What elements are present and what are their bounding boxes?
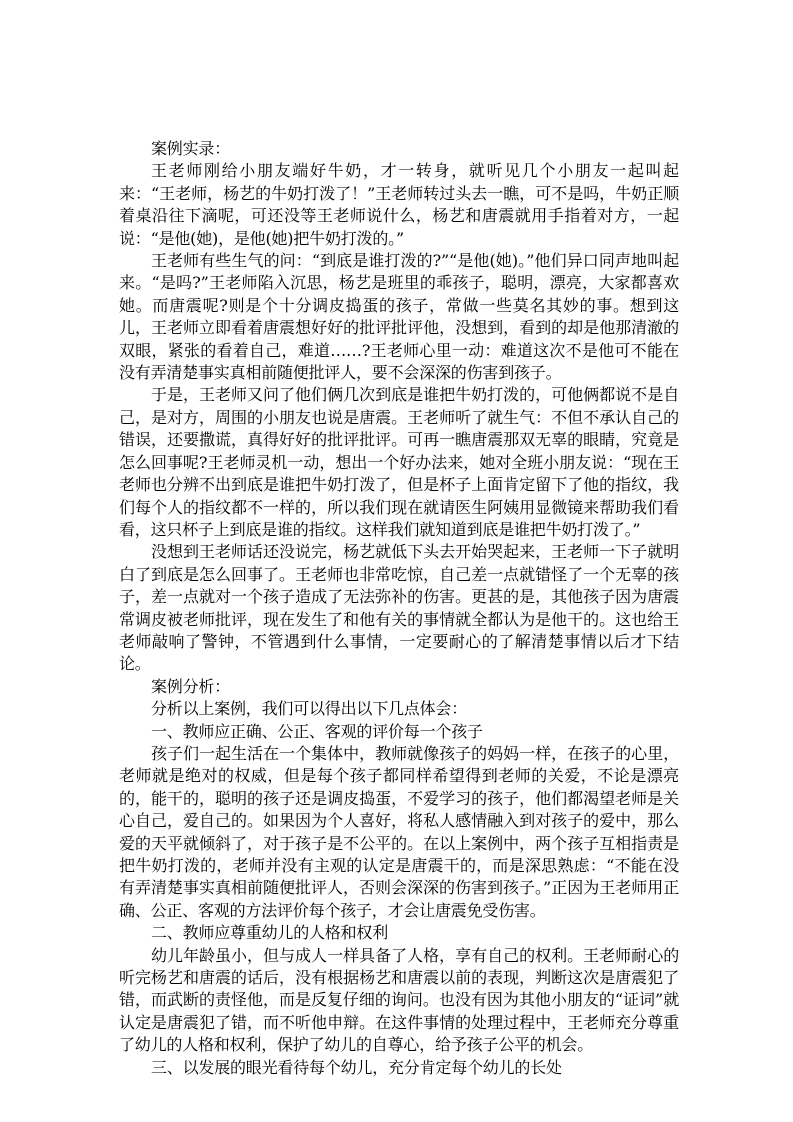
- section-heading-case-record: 案例实录：: [151, 139, 231, 158]
- subheading-point-2: 二、教师应尊重幼儿的人格和权利: [151, 923, 389, 943]
- subheading-point-1: 一、教师应正确、公正、客观的评价每一个孩子: [151, 721, 483, 741]
- paragraph: 幼儿年龄虽小，但与成人一样具备了人格，享有自己的权利。王老师耐心的听完杨艺和唐震的话后，没有根据杨艺和唐震以前的表现，判断这次是唐震犯了错，而武断的责怪他，而是反复仔细的询问。也没有因为其他小朋友的“证词”就认定是唐震犯了错，而不听他申辩。在这件事情的处理过程中，王老师充分尊重了幼儿的人格和权利，保护了幼儿的自尊心，给予孩子公平的机会。: [119, 945, 679, 1055]
- document-body: [119, 138, 679, 1079]
- paragraph: 于是，王老师又问了他们俩几次到底是谁把牛奶打泼的，可他俩都说不是自己，是对方，周围的小朋友也说是唐震。王老师听了就生气：不但不承认自己的错误，还要撒谎，真得好好的批评批评。可再一瞧唐震那双无辜的眼睛，究竟是怎么回事呢?王老师灵机一动，想出一个好办法来，她对全班小朋友说：“现在王老师也分辨不出到底是谁把牛奶打泼了，但是杯子上面肯定留下了他的指纹，我们每个人的指纹都不一样的，所以我们现在就请医生阿姨用显微镜来帮助我们看看，这只杯子上到底是谁的指纹。这样我们就知道到底是谁把牛奶打泼了。”: [119, 385, 679, 539]
- subheading-point-3: 三、以发展的眼光看待每个幼儿，充分肯定每个幼儿的长处: [151, 1057, 562, 1077]
- paragraph: 王老师有些生气的问：“到底是谁打泼的?”“是他(她)。”他们异口同声地叫起来。“是吗?”王老师陷入沉思，杨艺是班里的乖孩子，聪明，漂亮，大家都喜欢她。而唐震呢?则是个十分调皮捣蛋的孩子，常做一些莫名其妙的事。想到这儿，王老师立即看着唐震想好好的批评批评他，没想到，看到的却是他那清澈的双眼，紧张的看着自己，难道……?王老师心里一动：难道这次不是他可不能在没有弄清楚事实真相前随便批评人，要不会深深的伤害到孩子。: [119, 251, 679, 383]
- paragraph: 没想到王老师话还没说完，杨艺就低下头去开始哭起来，王老师一下子就明白了到底是怎么回事了。王老师也非常吃惊，自己差一点就错怪了一个无辜的孩子，差一点就对一个孩子造成了无法弥补的伤害。更甚的是，其他孩子因为唐震常调皮被老师批评，现在发生了和他有关的事情就全都认为是他干的。这也给王老师敲响了警钟，不管遇到什么事情，一定要耐心的了解清楚事情以后才下结论。: [119, 542, 679, 674]
- paragraph: 分析以上案例，我们可以得出以下几点体会：: [151, 699, 468, 719]
- section-heading-case-analysis: 案例分析：: [151, 676, 231, 696]
- paragraph: 王老师刚给小朋友端好牛奶，才一转身，就听见几个小朋友一起叫起来：“王老师，杨艺的牛奶打泼了！”王老师转过头去一瞧，可不是吗，牛奶正顺着桌沿往下滴呢，可还没等王老师说什么，杨艺和唐震就用手指着对方，一起说：“是他(她)，是他(她)把牛奶打泼的。”: [119, 161, 679, 248]
- paragraph: 孩子们一起生活在一个集体中，教师就像孩子的妈妈一样，在孩子的心里，老师就是绝对的权威，但是每个孩子都同样希望得到老师的关爱，不论是漂亮的，能干的，聪明的孩子还是调皮捣蛋，不爱学习的孩子，他们都渴望老师是关心自己，爱自己的。如果因为个人喜好，将私人感情融入到对孩子的爱中，那么爱的天平就倾斜了，对于孩子是不公平的。在以上案例中，两个孩子互相指责是把牛奶打泼的，老师并没有主观的认定是唐震干的，而是深思熟虑：“不能在没有弄清楚事实真相前随便批评人，否则会深深的伤害到孩子。”正因为王老师用正确、公正、客观的方法评价每个孩子，才会让唐震免受伤害。: [119, 743, 679, 920]
